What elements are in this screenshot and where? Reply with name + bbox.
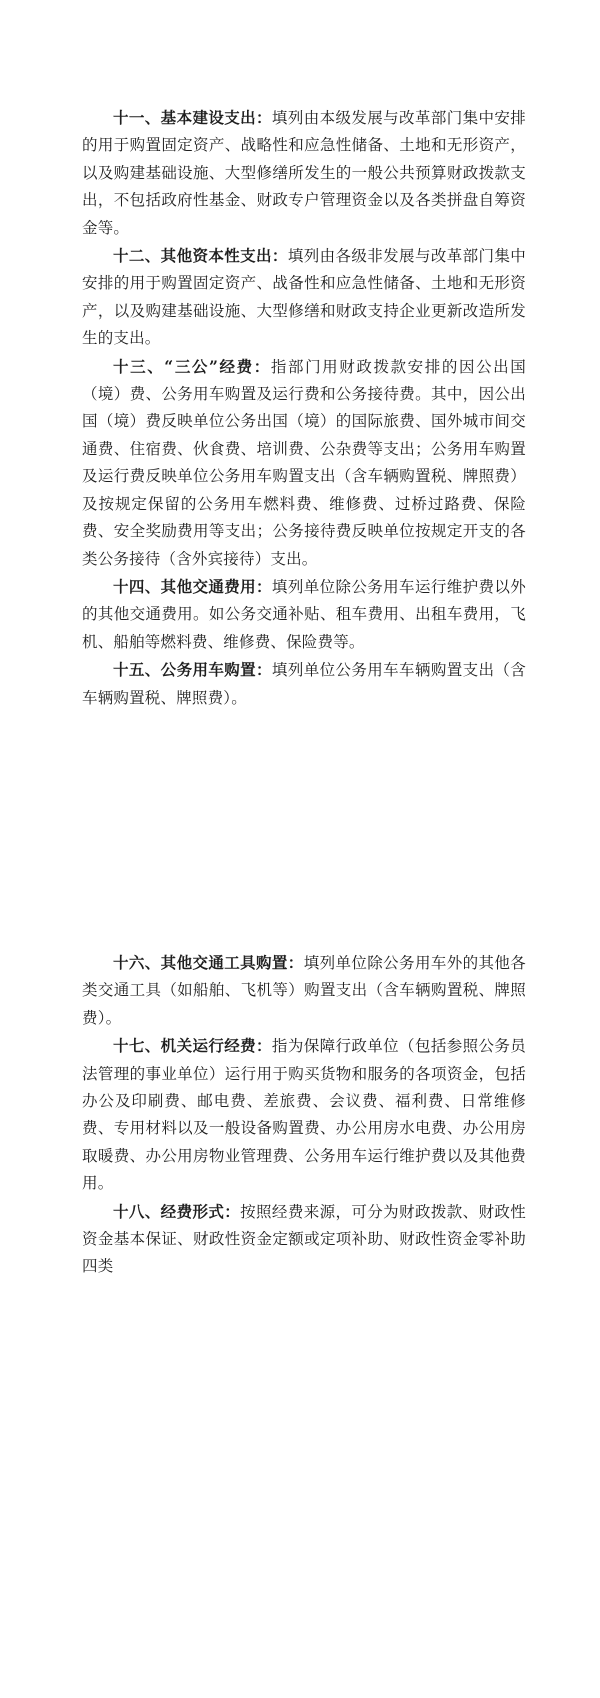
- paragraph-three-public-expenses: [82, 353, 526, 573]
- term-definition: 填列由本级发展与改革部门集中安排的用于购置固定资产、战略性和应急性储备、土地和无形资产，以及购建基础设施、大型修缮所发生的一般公共预算财政拨款支出，不包括政府性基金、财政专户管理资金以及各类拼盘自筹资金等。: [82, 109, 526, 237]
- term-label: 十四、其他交通费用：: [113, 576, 272, 596]
- term-definition: 填列单位除公务用车外的其他各类交通工具（如船舶、飞机等）购置支出（含车辆购置税、牌照费）。: [82, 954, 526, 1027]
- paragraph-official-vehicle-purchase: [82, 656, 526, 712]
- term-label: 十五、公务用车购置：: [113, 660, 272, 680]
- paragraph-other-transport-costs: [82, 573, 526, 656]
- term-definition: 填列单位公务用车车辆购置支出（含车辆购置税、牌照费）。: [82, 661, 526, 707]
- paragraph-other-capital-expenditure: [82, 242, 526, 353]
- term-label: 十六、其他交通工具购置：: [113, 953, 304, 972]
- term-definition: 填列由各级非发展与改革部门集中安排的用于购置固定资产、战备性和应急性储备、土地和无形资产，以及购建基础设施、大型修缮和财政支持企业更新改造所发生的支出。: [82, 247, 526, 348]
- term-label: 十一、基本建设支出：: [113, 108, 272, 127]
- term-label: 十三、“三公”经费：: [113, 356, 271, 376]
- term-definition: 指部门用财政拨款安排的因公出国（境）费、公务用车购置及运行费和公务接待费。其中，因公出国（境）费反映单位公务出国（境）的国际旅费、国外城市间交通费、住宿费、伙食费、培训费、公杂费等支出；公务用车购置及运行费反映单位公务用车购置支出（含车辆购置税、牌照费）及按规定保留的公务用车燃料费、维修费、过桥过路费、保险费、安全奖励费用等支出；公务接待费反映单位按规定开支的各类公务接待（含外宾接待）支出。: [82, 357, 526, 568]
- paragraph-other-vehicle-purchase: [82, 949, 526, 1032]
- term-definition: 按照经费来源，可分为财政拨款、财政性资金基本保证、财政性资金定额或定项补助、财政性资金零补助四类: [82, 1202, 526, 1276]
- term-definition: 填列单位除公务用车运行维护费以外的其他交通费用。如公务交通补贴、租车费用、出租车费用，飞机、船舶等燃料费、维修费、保险费等。: [82, 577, 526, 651]
- paragraph-capital-construction: [82, 104, 526, 242]
- paragraph-funding-forms: [82, 1198, 526, 1281]
- definitions-section-2: [82, 949, 526, 1281]
- paragraph-operating-expenses: [82, 1032, 526, 1197]
- definitions-section-1: [82, 104, 526, 712]
- term-label: 十二、其他资本性支出：: [113, 246, 288, 266]
- term-definition: 指为保障行政单位（包括参照公务员法管理的事业单位）运行用于购买货物和服务的各项资金，包括办公及印刷费、邮电费、差旅费、会议费、福利费、日常维修费、专用材料以及一般设备购置费、办公用房水电费、办公用房取暖费、办公用房物业管理费、公务用车运行维护费以及其他费用。: [82, 1037, 526, 1193]
- term-label: 十七、机关运行经费：: [113, 1036, 272, 1056]
- term-label: 十八、经费形式：: [113, 1201, 241, 1221]
